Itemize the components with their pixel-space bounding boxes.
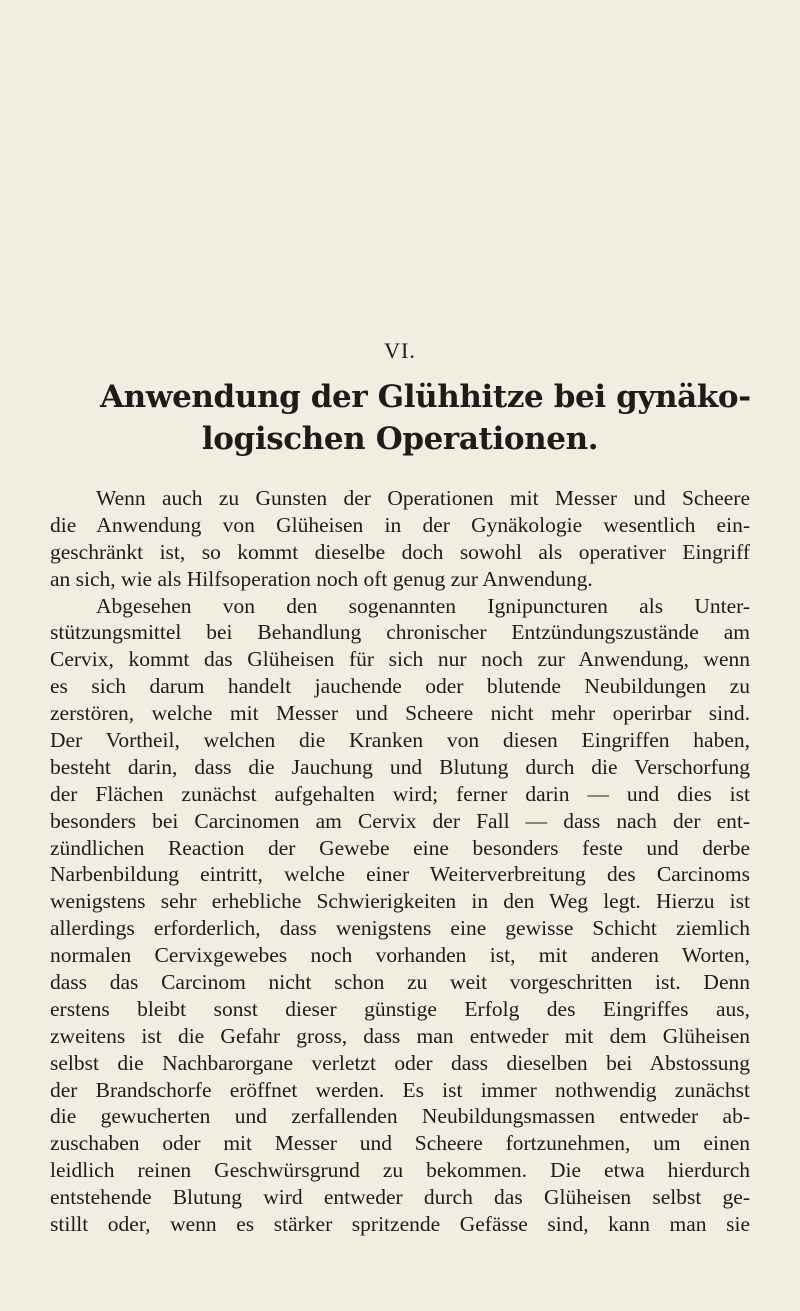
text-line: zuschaben oder mit Messer und Scheere fortzunehmen, um einen [50, 1131, 750, 1156]
text-line: die Anwendung von Glüheisen in der Gynäkologie wesentlich ein- [50, 512, 750, 537]
text-line: es sich darum handelt jauchende oder blutende Neubildungen zu [50, 674, 750, 699]
chapter-title-line: logischen Operationen. [201, 421, 599, 457]
text-line: leidlich reinen Geschwürsgrund zu bekommen. Die etwa hierdurch [50, 1158, 750, 1183]
text-line: geschränkt ist, so kommt dieselbe doch sowohl als operativer Eingriff [50, 539, 750, 564]
text-line: besteht darin, dass die Jauchung und Blutung durch die Verschorfung [50, 754, 750, 779]
text-line: Wenn auch zu Gunsten der Operationen mit Messer und Scheere [96, 486, 750, 510]
chapter-title-line: Anwendung der Glühhitze bei gynäko- [100, 379, 751, 415]
text-line: Abgesehen von den sogenannten Ignipuncturen als Unter- [96, 593, 750, 618]
text-line: Der Vortheil, welchen die Kranken von diesen Eingriffen haben, [50, 728, 750, 753]
text-line: Cervix, kommt das Glüheisen für sich nur noch zur Anwendung, wenn [50, 647, 750, 672]
text-line: zweitens ist die Gefahr gross, dass man entweder mit dem Glüheisen [50, 1023, 750, 1048]
text-line: allerdings erforderlich, dass wenigstens eine gewisse Schicht ziemlich [50, 916, 750, 941]
text-line: dass das Carcinom nicht schon zu weit vorgeschritten ist. Denn [50, 970, 750, 995]
text-line: selbst die Nachbarorgane verletzt oder dass dieselben bei Abstossung [50, 1050, 750, 1075]
text-line: der Flächen zunächst aufgehalten wird; ferner darin — und dies ist [50, 781, 750, 806]
text-line: wenigstens sehr erhebliche Schwierigkeiten in den Weg legt. Hierzu ist [50, 889, 750, 914]
text-line: zündlichen Reaction der Gewebe eine besonders feste und derbe [50, 835, 750, 860]
chapter-number: VI. [384, 338, 416, 363]
text-line: stützungsmittel bei Behandlung chronischer Entzündungszustände am [50, 620, 750, 645]
text-line: normalen Cervixgewebes noch vorhanden ist, mit anderen Worten, [50, 943, 750, 968]
body-text [50, 485, 750, 1238]
text-line: zerstören, welche mit Messer und Scheere nicht mehr operirbar sind. [50, 701, 750, 726]
chapter-title [100, 376, 751, 460]
text-line: an sich, wie als Hilfsoperation noch oft genug zur Anwendung. [50, 566, 593, 591]
text-line: entstehende Blutung wird entweder durch das Glüheisen selbst ge- [50, 1185, 750, 1210]
text-line: besonders bei Carcinomen am Cervix der Fall — dass nach der ent- [50, 808, 750, 833]
text-line: der Brandschorfe eröffnet werden. Es ist immer nothwendig zunächst [50, 1077, 750, 1102]
text-line: stillt oder, wenn es stärker spritzende Gefässe sind, kann man sie [50, 1212, 750, 1237]
text-line: die gewucherten und zerfallenden Neubildungsmassen entweder ab- [50, 1104, 750, 1129]
text-line: Narbenbildung eintritt, welche einer Weiterverbreitung des Carcinoms [50, 862, 750, 887]
text-line: erstens bleibt sonst dieser günstige Erfolg des Eingriffes aus, [50, 996, 750, 1021]
